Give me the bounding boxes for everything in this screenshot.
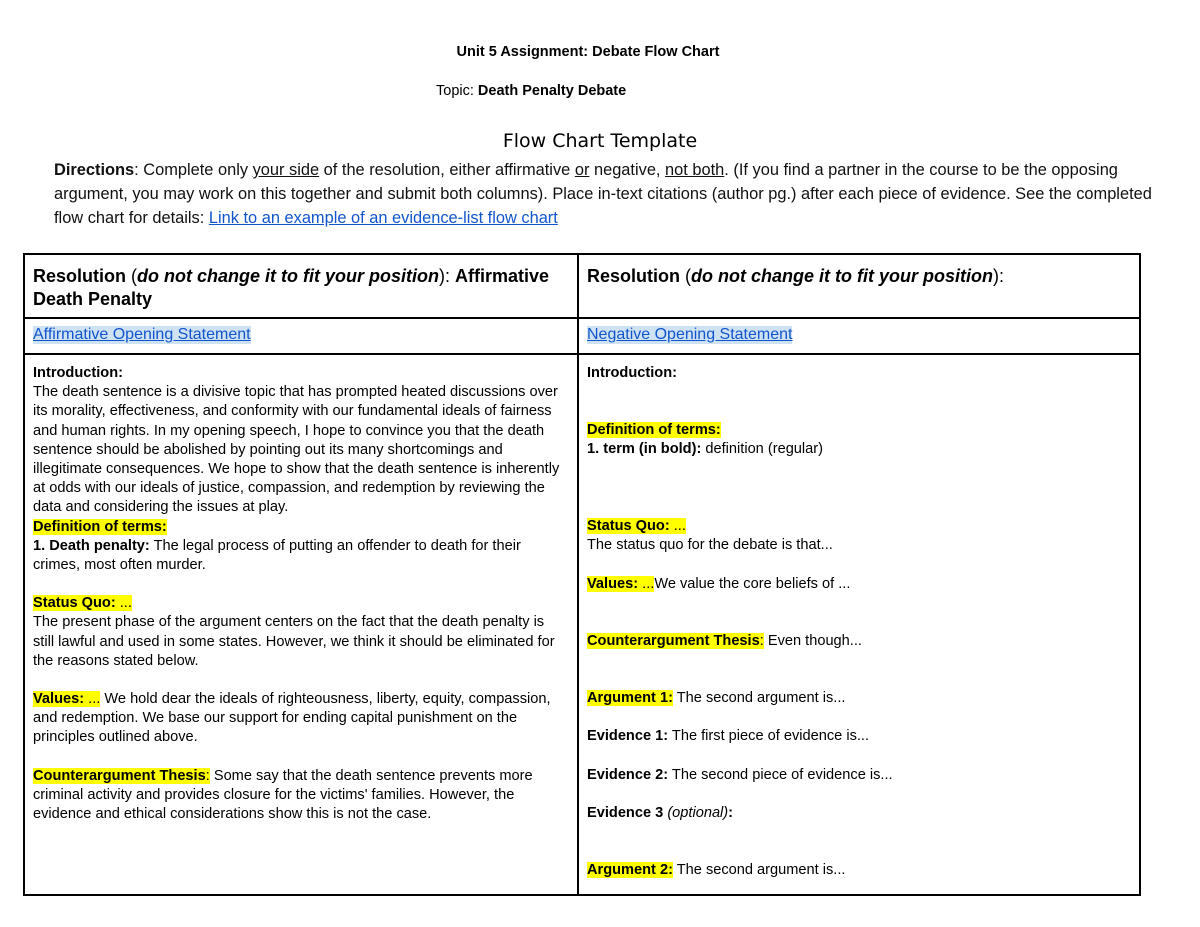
topic-label: Topic: xyxy=(436,83,474,99)
topic-value: Death Penalty Debate xyxy=(477,83,627,99)
definition-block xyxy=(587,421,1131,459)
template-title: Flow Chart Template xyxy=(502,130,698,152)
intro-block xyxy=(587,364,1131,383)
status-quo-dots: ... xyxy=(669,518,686,534)
topic-line xyxy=(436,83,626,99)
evidence-1-label: Evidence 1: xyxy=(587,728,669,744)
argument-1-block xyxy=(587,689,1131,708)
document-title: Unit 5 Assignment: Debate Flow Chart xyxy=(456,44,720,60)
directions-label: Directions xyxy=(54,161,135,179)
directions-underline: not both xyxy=(665,161,725,179)
argument-2-block xyxy=(587,861,1131,880)
counterargument-text: Some say that the death sentence prevents more criminal activity and provides closure for the victims' families. However, the evidence and ethical considerations show this is not the case. xyxy=(33,767,533,823)
negative-body-cell[interactable] xyxy=(578,354,1140,895)
directions-text: : Complete only xyxy=(134,161,253,179)
term-label: 1. Death penalty: xyxy=(33,537,150,554)
body-row xyxy=(24,354,1140,895)
status-quo-dots: ... xyxy=(115,595,132,612)
values-block xyxy=(587,575,1131,594)
directions-underline: your side xyxy=(252,161,320,179)
resolution-row xyxy=(24,254,1140,318)
directions-text: of the resolution, either affirmative xyxy=(319,161,575,179)
affirmative-opening-cell[interactable] xyxy=(24,318,578,354)
counterargument-label: Counterargument Thesis xyxy=(587,633,760,649)
directions-underline: or xyxy=(574,161,590,179)
values-label: Values: xyxy=(587,576,639,592)
status-quo-text: The status quo for the debate is that... xyxy=(587,537,833,554)
debate-flow-table xyxy=(23,253,1141,896)
evidence-3-optional: (optional) xyxy=(663,805,729,821)
status-quo-label: Status Quo: xyxy=(33,595,116,612)
affirmative-opening-link[interactable]: Affirmative Opening Statement xyxy=(33,326,251,343)
paren: ): xyxy=(992,266,1004,286)
definition-label: Definition of terms: xyxy=(587,422,721,438)
directions-text: negative, xyxy=(589,161,666,179)
values-dots: ... xyxy=(84,691,101,708)
term-label: 1. term (in bold): xyxy=(587,441,702,458)
affirmative-resolution-cell[interactable] xyxy=(24,254,578,318)
resolution-value: Affirmative Death Penalty xyxy=(33,266,549,309)
evidence-3-label: Evidence 3 xyxy=(587,805,664,821)
directions-text: . (If you find a partner in the course to be the opposing argument, you may work on this together and submit both columns). Place in-text citations (author pg.) after each piece of evidence. See the completed flow chart for details: xyxy=(54,161,1152,227)
affirmative-body-cell[interactable] xyxy=(24,354,578,895)
values-text: We value the core beliefs of ... xyxy=(654,576,851,592)
counterargument-text: Even though... xyxy=(763,633,862,649)
term-text: The legal process of putting an offender to death for their crimes, most often murder. xyxy=(33,537,521,574)
example-flow-chart-link[interactable]: Link to an example of an evidence-list flow chart xyxy=(208,209,558,227)
negative-resolution-cell[interactable] xyxy=(578,254,1140,318)
directions-paragraph xyxy=(54,158,1154,230)
evidence-2-block xyxy=(587,766,1131,785)
evidence-2-text: The second piece of evidence is... xyxy=(668,767,893,783)
status-quo-label: Status Quo: xyxy=(587,518,670,534)
negative-opening-link[interactable]: Negative Opening Statement xyxy=(587,326,793,343)
argument-2-text: The second argument is... xyxy=(672,862,846,878)
counterargument-colon: : xyxy=(205,767,210,784)
evidence-2-label: Evidence 2: xyxy=(587,767,669,783)
values-text: We hold dear the ideals of righteousness, liberty, equity, compassion, and redemption. We base our support for ending capital punishment on the principles outlined above. xyxy=(33,691,551,746)
intro-text: The death sentence is a divisive topic that has prompted heated discussions over its morality, effectiveness, and conformity with our fundamental ideals of fairness and human rights. In my opening speech, I hope to convince you that the death sentence should be abolished by pointing out its many shortcomings and illegitimate consequences. We hope to show that the death sentence is inherently at odds with our ideals of justice, compassion, and redemption by reviewing the data and considering the issues at play. xyxy=(33,384,560,516)
argument-2-label: Argument 2: xyxy=(587,862,673,878)
term-text: definition (regular) xyxy=(701,441,824,458)
values-label: Values: xyxy=(33,691,85,708)
evidence-3-colon: : xyxy=(728,805,734,821)
counterargument-label: Counterargument Thesis xyxy=(33,767,206,784)
intro-label: Introduction: xyxy=(33,365,123,381)
evidence-1-block xyxy=(587,727,1131,746)
negative-opening-cell[interactable] xyxy=(578,318,1140,354)
argument-1-label: Argument 1: xyxy=(587,690,673,706)
resolution-label: Resolution xyxy=(33,266,126,286)
evidence-3-block xyxy=(587,804,1131,823)
evidence-1-text: The first piece of evidence is... xyxy=(668,728,870,744)
values-dots: ... xyxy=(638,576,655,592)
intro-label: Introduction: xyxy=(587,365,677,381)
argument-1-text: The second argument is... xyxy=(672,690,846,706)
status-quo-block xyxy=(587,517,1131,555)
definition-label: Definition of terms: xyxy=(33,518,167,535)
resolution-note: do not change it to fit your position xyxy=(691,266,993,286)
paren: ): xyxy=(438,266,455,286)
paren: ( xyxy=(680,266,691,286)
counterargument-colon: : xyxy=(759,633,764,649)
paren: ( xyxy=(126,266,137,286)
opening-statement-row xyxy=(24,318,1140,354)
status-quo-text: The present phase of the argument centers on the fact that the death penalty is still lawful and used in some states. However, we think it should be eliminated for the reasons stated below. xyxy=(33,614,555,669)
resolution-note: do not change it to fit your position xyxy=(137,266,439,286)
resolution-label: Resolution xyxy=(587,266,680,286)
counterargument-block xyxy=(587,632,1131,651)
